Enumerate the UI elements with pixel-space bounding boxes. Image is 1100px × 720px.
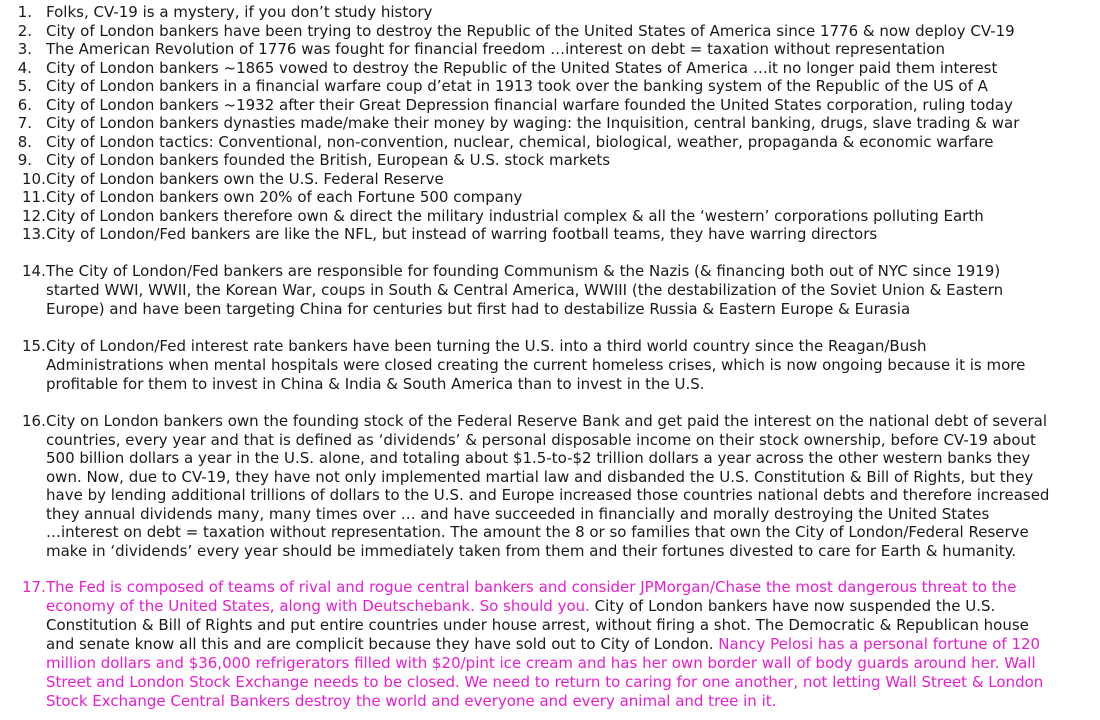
list-number: 17. bbox=[22, 578, 46, 596]
list-item bbox=[0, 95, 1013, 115]
list-item bbox=[0, 132, 994, 152]
list-text: The American Revolution of 1776 was fought for financial freedom …interest on debt = taxation without representation bbox=[46, 40, 945, 58]
list-number: 3. bbox=[17, 40, 32, 58]
list-text: City of London bankers have now suspended the U.S. bbox=[589, 597, 996, 615]
list-text: City of London bankers founded the British, European & U.S. stock markets bbox=[46, 151, 611, 169]
list-item bbox=[0, 151, 611, 170]
list-number: 6. bbox=[17, 95, 32, 114]
highlight-text: The Fed is composed of teams of rival and rogue central bankers and consider JPMorgan/Chase the most dangerous threat to the bbox=[46, 578, 1017, 596]
list-text: Europe) and have been targeting China for centuries but first had to destabilize Russia & Eastern Europe & Eurasia bbox=[46, 300, 911, 318]
list-text: Administrations when mental hospitals were closed creating the current homeless crises, which is now ongoing because it is more bbox=[46, 356, 1026, 374]
list-text: and senate know all this and are complicit because they have sold out to City of London. bbox=[46, 635, 714, 653]
list-text: City of London tactics: Conventional, non-convention, nuclear, chemical, biological, weather, propaganda & economic warfare bbox=[46, 132, 994, 151]
list-number: 10. bbox=[22, 169, 46, 188]
list-number: 15. bbox=[22, 337, 46, 355]
highlight-text: Stock Exchange Central Bankers destroy the world and everyone and every animal and tree in it. bbox=[46, 692, 777, 710]
list-text: countries, every year and that is defined as ‘dividends’ & personal disposable income on their stock ownership, before CV-19 about bbox=[46, 430, 1036, 449]
list-text: City of London bankers in a financial warfare coup d’etat in 1913 took over the banking system of the Republic of the US of A bbox=[46, 77, 988, 95]
list-number: 13. bbox=[22, 225, 46, 243]
list-text: City of London bankers ~1932 after their Great Depression financial warfare founded the United States corporation, ruling today bbox=[46, 95, 1013, 114]
list-text: make in ‘dividends’ every year should be immediately taken from them and their fortunes divested to care for Earth & humanity. bbox=[46, 541, 1017, 560]
list-text: …interest on debt = taxation without representation. The amount the 8 or so families that own the City of London/Federal Reserve bbox=[46, 523, 1029, 541]
highlight-text: Nancy Pelosi has a personal fortune of 120 bbox=[713, 635, 1041, 653]
list-number: 9. bbox=[17, 151, 32, 169]
list-item bbox=[0, 3, 433, 22]
list-number: 12. bbox=[22, 206, 46, 225]
list-text: own. Now, due to CV-19, they have not only implemented martial law and disbanded the U.S. Constitution & Bill of Rights, but they bbox=[46, 467, 1034, 486]
list-text: City of London bankers own the U.S. Federal Reserve bbox=[46, 169, 444, 188]
list-text: The City of London/Fed bankers are responsible for founding Communism & the Nazis (& financing both out of NYC since 1919) bbox=[46, 262, 1001, 280]
list-text: City of London/Fed bankers are like the NFL, but instead of warring football teams, they have warring directors bbox=[46, 225, 878, 243]
list-number: 2. bbox=[17, 21, 32, 40]
list-text: City of London bankers dynasties made/make their money by waging: the Inquisition, central banking, drugs, slave trading & war bbox=[46, 114, 1020, 132]
list-item bbox=[0, 114, 1020, 133]
list-text: have by lending additional trillions of dollars to the U.S. and Europe increased those countries national debts and therefore increased bbox=[46, 486, 1050, 504]
list-text: profitable for them to invest in China & India & South America than to invest in the U.S. bbox=[46, 375, 705, 393]
list-text: Folks, CV-19 is a mystery, if you don’t study history bbox=[46, 3, 433, 21]
list-text: City of London/Fed interest rate bankers have been turning the U.S. into a third world country since the Reagan/Bush bbox=[46, 337, 927, 355]
list-text: City of London bankers have been trying to destroy the Republic of the United States of America since 1776 & now deploy CV-19 bbox=[46, 21, 1015, 40]
highlight-text: Street and London Stock Exchange needs to be closed. We need to return to caring for one another, not letting Wall Street & London bbox=[46, 673, 1044, 691]
highlight-text: million dollars and $36,000 refrigerators filled with $20/pint ice cream and has her own border wall of body guards around her. Wall bbox=[46, 654, 1036, 672]
list-number: 14. bbox=[22, 262, 46, 280]
list-number: 16. bbox=[22, 412, 46, 430]
list-text: City on London bankers own the founding stock of the Federal Reserve Bank and get paid the interest on the national debt of several bbox=[46, 412, 1048, 430]
list-item bbox=[0, 58, 998, 78]
list-item bbox=[0, 77, 988, 96]
list-item bbox=[0, 40, 945, 59]
list-number: 1. bbox=[17, 3, 32, 21]
list-number: 5. bbox=[17, 77, 32, 95]
list-text: they annual dividends many, many times over … and have succeeded in financially and morally destroying the United States bbox=[46, 504, 990, 523]
list-item bbox=[0, 21, 1015, 41]
list-text: City of London bankers ~1865 vowed to destroy the Republic of the United States of America …it no longer paid them interest bbox=[46, 58, 998, 77]
list-number: 11. bbox=[22, 188, 46, 206]
list-text: Constitution & Bill of Rights and put entire countries under house arrest, without firing a shot. The Democratic & Republican house bbox=[46, 616, 1029, 634]
list-number: 4. bbox=[17, 58, 32, 77]
highlight-text: economy of the United States, along with Deutschebank. So should you. bbox=[46, 597, 590, 615]
list-text: City of London bankers therefore own & direct the military industrial complex & all the ‘western’ corporations polluting Earth bbox=[46, 206, 984, 225]
list-text: started WWI, WWII, the Korean War, coups in South & Central America, WWIII (the destabilization of the Soviet Union & Eastern bbox=[46, 281, 1004, 299]
list-number: 8. bbox=[17, 132, 32, 151]
list-text: 500 billion dollars a year in the U.S. alone, and totaling about $1.5-to-$2 trillion dollars a year across the other western banks they bbox=[46, 449, 1031, 467]
list-number: 7. bbox=[17, 114, 32, 132]
list-text: City of London bankers own 20% of each Fortune 500 company bbox=[46, 188, 523, 206]
